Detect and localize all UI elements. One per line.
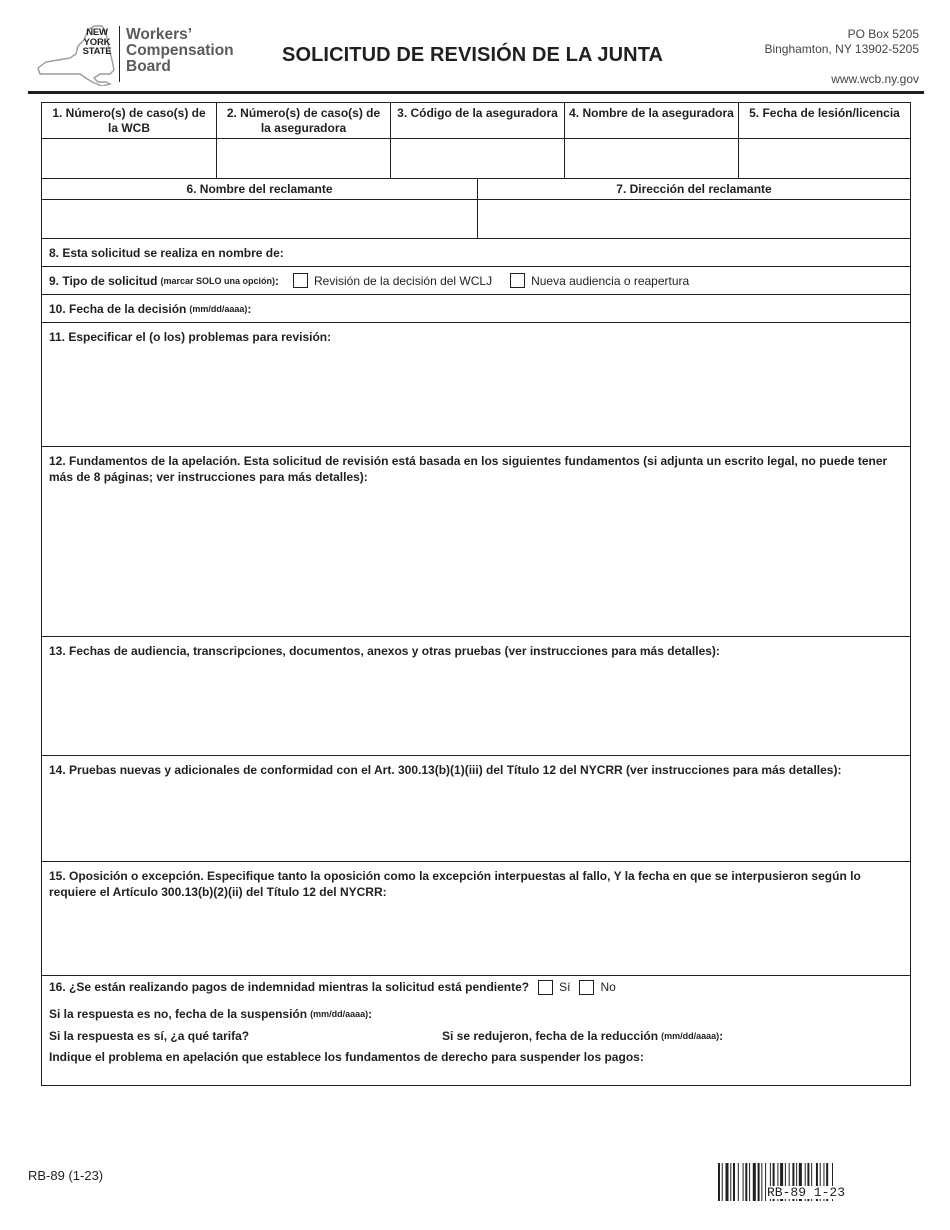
barcode-bar: [753, 1163, 756, 1201]
logo-word-york: YORK: [83, 36, 111, 48]
suspension-date-colon: :: [368, 1007, 373, 1021]
payments-no-label: No: [600, 980, 616, 994]
reduction-date-label[interactable]: Si se redujeron, fecha de la reducción: [442, 1029, 659, 1043]
objection-exception-section[interactable]: [42, 861, 910, 975]
address-line-2: Binghamton, NY 13902-5205: [764, 42, 919, 56]
payments-yes-label: Sí: [559, 980, 571, 994]
hearing-dates-evidence-label: 13. Fechas de audiencia, transcripciones, documentos, anexos y otras pruebas (ver instrucciones para más detalles):: [49, 644, 720, 658]
case-input-row: [42, 138, 910, 178]
payments-no-checkbox[interactable]: [579, 980, 594, 995]
barcode-bar: [758, 1163, 760, 1201]
payments-no-option[interactable]: [579, 980, 615, 995]
barcode-bar: [733, 1163, 735, 1201]
decision-date-colon: :: [247, 301, 252, 316]
option-wclj-review[interactable]: [293, 273, 492, 288]
form-title: SOLICITUD DE REVISIÓN DE LA JUNTA: [282, 44, 664, 66]
barcode-text: RB-89 1-23: [767, 1185, 846, 1200]
barcode-bar: [745, 1163, 747, 1201]
wcb-case-number-label: 1. Número(s) de caso(s) de la WCB: [52, 106, 206, 135]
new-evidence-label: 14. Pruebas nuevas y adicionales de conformidad con el Art. 300.13(b)(1)(iii) del Título 12 del NYCRR (ver instrucciones para más detalles):: [49, 763, 842, 777]
on-behalf-label: 8. Esta solicitud se realiza en nombre de:: [49, 245, 284, 260]
header-rule: [28, 91, 924, 94]
logo-word-new: NEW: [86, 27, 108, 38]
request-type-row: [42, 266, 910, 294]
suspension-grounds-label: Indique el problema en apelación que establece los fundamentos de derecho para suspender los pagos:: [49, 1050, 644, 1064]
payments-yes-checkbox[interactable]: [538, 980, 553, 995]
barcode-bar: [726, 1163, 729, 1201]
request-type-label: 9. Tipo de solicitud: [49, 273, 158, 288]
barcode-bar: [761, 1163, 762, 1201]
payments-question-line: [49, 976, 903, 998]
case-header-row: [42, 103, 910, 138]
carrier-name-label: 4. Nombre de la aseguradora: [564, 103, 738, 138]
address-line-1: PO Box 5205: [847, 27, 919, 41]
reduction-date-colon: :: [719, 1029, 724, 1043]
logo-divider: [119, 26, 120, 82]
wclj-review-label: Revisión de la decisión del WCLJ: [314, 273, 493, 288]
claimant-header-row: [42, 178, 910, 199]
logo-word-state: STATE: [82, 46, 112, 57]
form-header: [0, 0, 950, 95]
option-rehearing[interactable]: [510, 273, 689, 288]
rate-reduction-line: [49, 1026, 903, 1046]
injury-date-label: 5. Fecha de lesión/licencia: [738, 103, 910, 138]
wclj-review-checkbox[interactable]: [293, 273, 308, 288]
objection-exception-label: 15. Oposición o excepción. Especifique tanto la oposición como la excepción interpuestas al fallo, Y la fecha en que se interpusieron según lo requiere el Artículo 300.13(b)(2)(ii) del Título 12 del NYCRR:: [49, 869, 861, 899]
on-behalf-row[interactable]: [42, 238, 910, 266]
request-type-hint: (marcar SOLO una opción): [160, 275, 275, 286]
mailing-address: [764, 27, 919, 57]
suspension-date-hint: (mm/dd/aaaa): [310, 1009, 369, 1019]
barcode-bar: [738, 1163, 739, 1201]
payments-yes-option[interactable]: [538, 980, 570, 995]
suspension-date-line[interactable]: [49, 1002, 903, 1026]
rehearing-label: Nueva audiencia o reapertura: [531, 273, 690, 288]
issues-for-review-section[interactable]: [42, 322, 910, 446]
grounds-for-appeal-label: 12. Fundamentos de la apelación. Esta solicitud de revisión está basada en los siguientes fundamentos (si adjunta un escrito legal, no puede tener más de 8 páginas; ver instrucciones para más detalles):: [49, 454, 888, 484]
payment-rate-label[interactable]: Si la respuesta es sí, ¿a qué tarifa?: [49, 1029, 250, 1043]
carrier-code-label: 3. Código de la aseguradora: [390, 103, 564, 138]
decision-date-row[interactable]: [42, 294, 910, 322]
rehearing-checkbox[interactable]: [510, 273, 525, 288]
indemnity-payments-section: [42, 975, 910, 1085]
claimant-address-label: 7. Dirección del reclamante: [477, 179, 910, 199]
carrier-code-field[interactable]: [390, 139, 564, 178]
decision-date-hint: (mm/dd/aaaa): [189, 303, 248, 314]
carrier-case-number-label: 2. Número(s) de caso(s) de la aseguradora: [216, 103, 390, 138]
hearing-dates-evidence-section[interactable]: [42, 636, 910, 755]
claimant-address-field[interactable]: [477, 200, 910, 238]
issues-for-review-label: 11. Especificar el (o los) problemas para revisión:: [49, 330, 332, 344]
decision-date-label: 10. Fecha de la decisión: [49, 301, 187, 316]
injury-date-field[interactable]: [738, 139, 910, 178]
barcode-bar: [718, 1163, 720, 1201]
grounds-for-appeal-section[interactable]: [42, 446, 910, 636]
request-type-colon: :: [275, 273, 279, 288]
claimant-input-row: [42, 199, 910, 238]
payments-question-label: 16. ¿Se están realizando pagos de indemnidad mientras la solicitud está pendiente?: [49, 980, 530, 994]
carrier-name-field[interactable]: [564, 139, 738, 178]
wcb-case-number-field[interactable]: [42, 139, 216, 178]
barcode-bar: [743, 1163, 744, 1201]
claimant-name-field[interactable]: [42, 200, 477, 238]
barcode-bar: [749, 1163, 750, 1201]
review-form: [41, 102, 911, 1086]
carrier-case-number-field[interactable]: [216, 139, 390, 178]
barcode-bar: [722, 1163, 723, 1201]
barcode-bar: [730, 1163, 731, 1201]
logo-state-text: [76, 28, 118, 57]
logo-board-name: Workers’ Compensation Board: [126, 26, 234, 75]
suspension-date-label: Si la respuesta es no, fecha de la suspensión: [49, 1007, 308, 1021]
reduction-date-hint: (mm/dd/aaaa): [661, 1031, 720, 1041]
form-code: RB-89 (1-23): [28, 1168, 104, 1183]
website-link[interactable]: www.wcb.ny.gov: [831, 72, 919, 86]
suspension-grounds-line[interactable]: [49, 1046, 903, 1068]
claimant-name-label: 6. Nombre del reclamante: [186, 182, 333, 196]
new-evidence-section[interactable]: [42, 755, 910, 861]
